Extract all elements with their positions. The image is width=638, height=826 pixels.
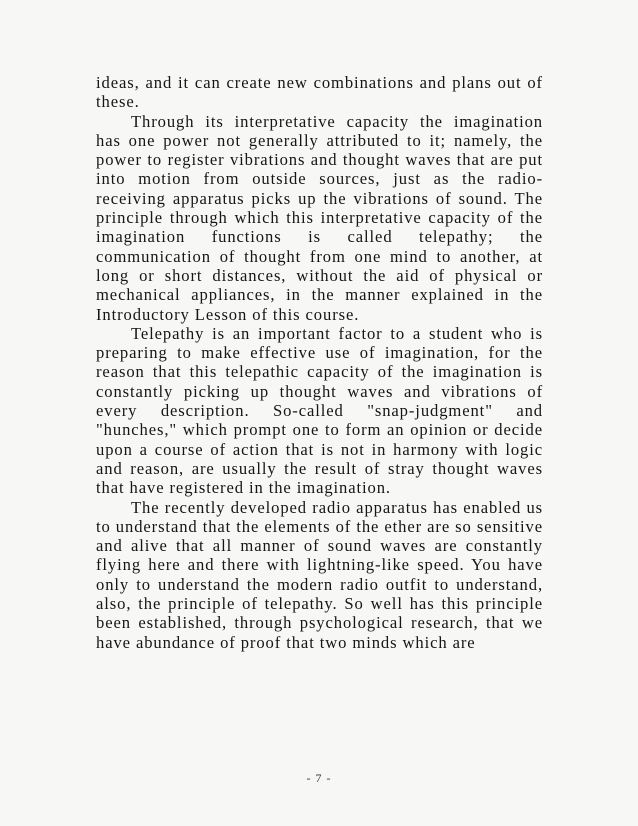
paragraph-1: ideas, and it can create new combinations and plans out of these. bbox=[96, 73, 543, 112]
page-number: - 7 - bbox=[306, 771, 332, 785]
paragraph-2: Through its interpretative capacity the imagination has one power not generally attributed to it; namely, the power to register vibrations and thought waves that are put into motion from outside sources, just as the radio-receiving apparatus picks up the vibrations of sound. The principle through which this interpretative capacity of the imagination functions is called telepathy; the communication of thought from one mind to another, at long or short distances, without the aid of physical or mechanical appliances, in the manner explained in the Introductory Lesson of this course. bbox=[96, 111, 543, 324]
paragraph-4: The recently developed radio apparatus has enabled us to understand that the elements of the ether are so sensitive and alive that all manner of sound waves are constantly flying here and there with lightning-like speed. You have only to understand the modern radio outfit to understand, also, the principle of telepathy. So well has this principle been established, through psychological research, that we have abundance of proof that two minds which are bbox=[96, 497, 543, 652]
body-text bbox=[96, 73, 543, 652]
paragraph-3: Telepathy is an important factor to a student who is preparing to make effective use of imagination, for the reason that this telepathic capacity of the imagination is constantly picking up thought waves and vibrations of every description. So-called "snap-judgment" and "hunches," which prompt one to form an opinion or decide upon a course of action that is not in harmony with logic and reason, are usually the result of stray thought waves that have registered in the imagination. bbox=[96, 323, 543, 498]
